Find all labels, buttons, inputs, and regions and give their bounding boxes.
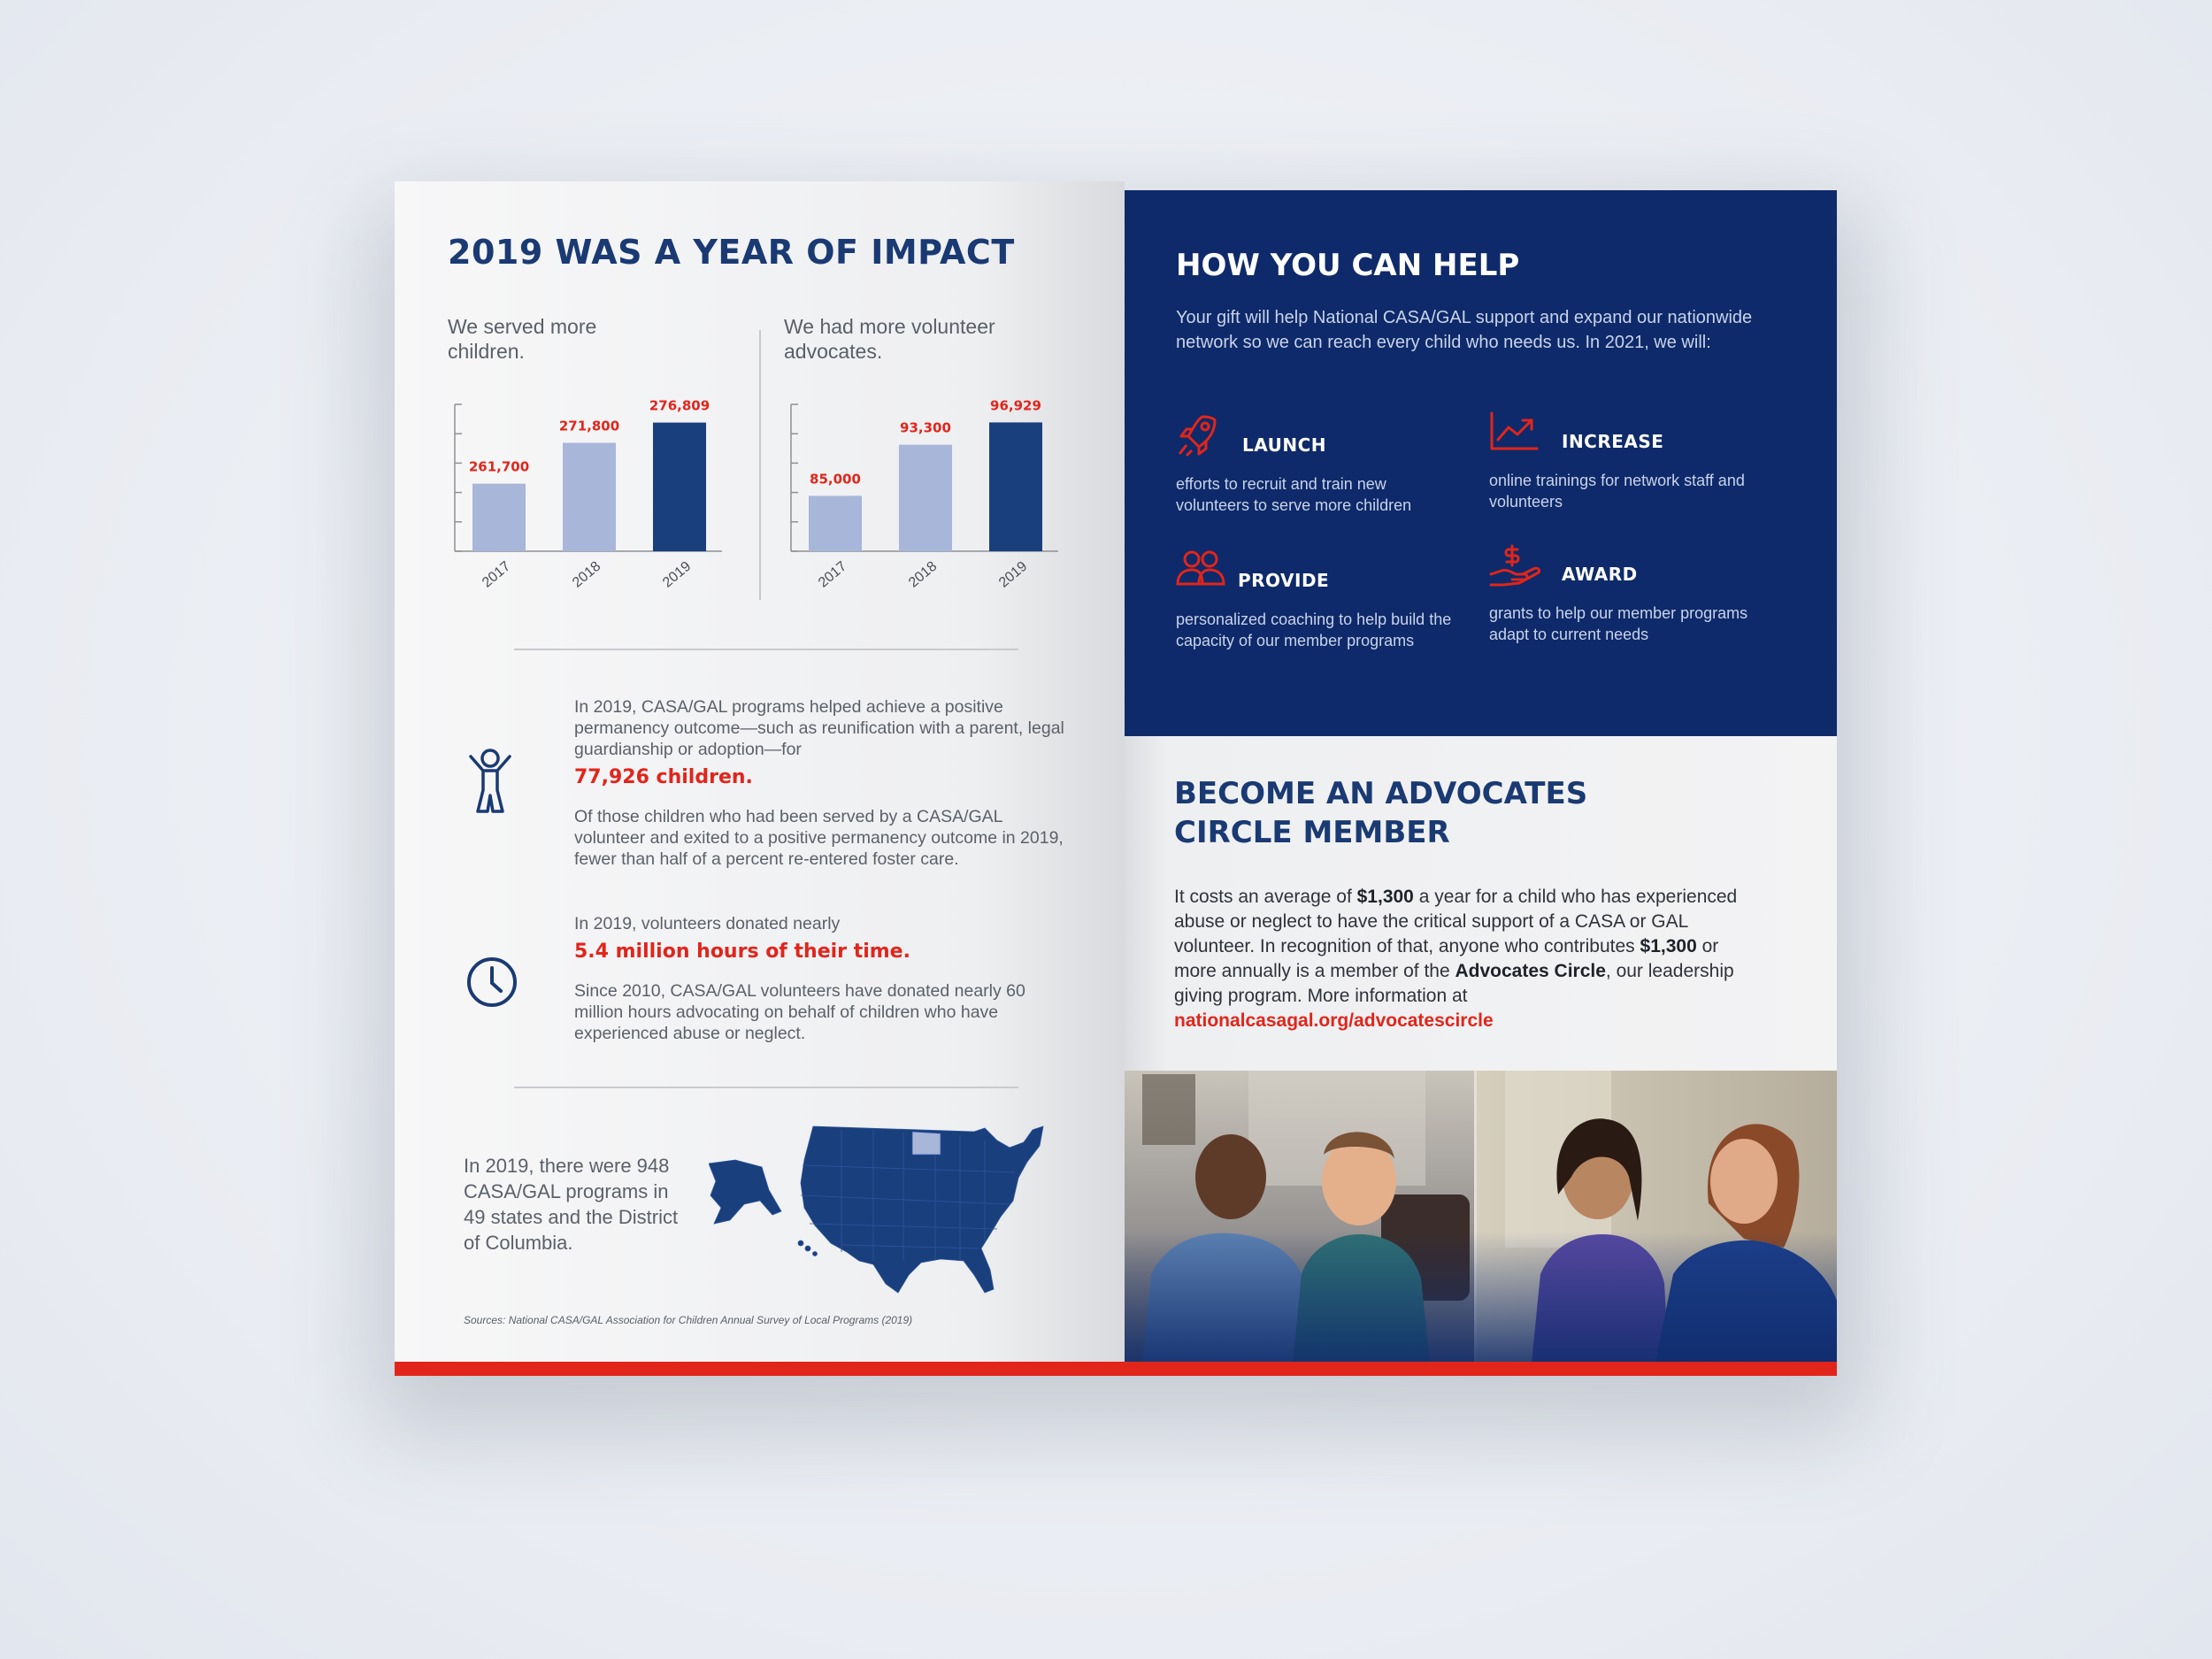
bar-2018 [899,445,952,551]
hand-dollar-icon [1489,542,1542,593]
help-item-label: INCREASE [1562,431,1664,452]
cost-amount: $1,300 [1356,887,1414,907]
child-icon [464,748,517,819]
x-tick-label: 2019 [660,558,695,591]
bar-2019 [653,423,706,551]
data-label: 93,300 [900,419,951,436]
x-tick-label: 2017 [816,558,850,591]
hours-intro: In 2019, volunteers donated nearly [574,914,841,933]
children-bar-chart [448,394,740,606]
member-amount: $1,300 [1640,936,1697,956]
program-name: Advocates Circle [1455,961,1606,981]
section-divider [514,1087,1018,1088]
left-red-edge [395,1362,1125,1376]
permanency-text [574,696,1070,870]
help-item-label: PROVIDE [1238,570,1330,591]
help-item-label: LAUNCH [1242,434,1327,456]
help-intro: Your gift will help National CASA/GAL support and expand our nationwide network so we can reach every child who needs us. In 2021, we will: [1176,308,1753,352]
x-tick-label: 2019 [996,558,1031,591]
people-icon [1176,549,1225,592]
data-label: 271,800 [558,418,620,434]
programs-map-text: In 2019, there were 948 CASA/GAL programs in 49 states and the District of Columbia. [464,1155,679,1254]
help-item-desc: personalized coaching to help build the capacity of our member programs [1176,611,1452,649]
help-title: HOW YOU CAN HELP [1176,248,1520,283]
advocates-circle-title [1174,774,1587,852]
x-tick-label: 2017 [480,558,514,591]
hours-text [574,913,1070,1044]
permanency-intro: In 2019, CASA/GAL programs helped achieve a positive permanency outcome—such as reunification with a parent, legal guardianship or adoption—for [574,697,1064,759]
bar-2019 [989,422,1042,551]
children-chart [448,314,784,633]
help-item-desc: efforts to recruit and train new volunteers to serve more children [1176,475,1412,514]
us-map [709,1119,1063,1310]
body-text: or more annually is a member of the [1174,936,1719,981]
volunteers-bar-chart [784,394,1076,606]
trend-up-icon [1489,410,1539,457]
body-text: a year for a child who has experienced abuse or neglect to have the critical support of a CASA or GAL volunteer. In recognition of that, anyone who contributes [1174,887,1738,956]
x-tick-label: 2018 [570,558,604,591]
impact-title: 2019 WAS A YEAR OF IMPACT [448,233,1015,272]
data-label: 276,809 [649,397,710,414]
x-tick-label: 2018 [906,558,941,591]
data-label: 261,700 [468,458,530,475]
volunteers-chart-caption: We had more volunteer advocates. [784,315,995,363]
bar-2018 [563,442,616,551]
hours-highlight: 5.4 million hours of their time. [574,941,910,963]
advocates-title-line1: BECOME AN ADVOCATES [1174,776,1588,811]
children-chart-caption: We served more children. [448,315,597,363]
data-label: 85,000 [810,471,861,488]
advocates-circle-body [1174,885,1740,1033]
chart-divider [759,330,761,600]
brochure-spread [395,181,1837,1376]
body-text: It costs an average of [1174,887,1357,907]
advocates-circle-link[interactable]: nationalcasagal.org/advocatescircle [1174,1010,1494,1031]
volunteers-photo [1125,1071,1837,1363]
clock-icon [465,956,518,1013]
right-page [1125,190,1837,1376]
permanency-highlight: 77,926 children. [574,766,753,788]
rocket-icon [1176,413,1218,464]
sources-note: Sources: National CASA/GAL Association for Children Annual Survey of Local Programs (2019) [464,1314,913,1326]
right-red-edge [1125,1362,1837,1376]
how-you-can-help-panel [1125,190,1837,736]
left-page [395,181,1125,1376]
volunteers-chart [784,314,1120,633]
hours-detail: Since 2010, CASA/GAL volunteers have donated nearly 60 million hours advocating on behalf of children who have experienced abuse or neglect. [574,981,1025,1043]
help-item-desc: online trainings for network staff and volunteers [1489,472,1745,511]
help-item-desc: grants to help our member programs adapt to current needs [1489,604,1748,643]
body-text: , our leadership giving program. More information at [1174,961,1734,1006]
bar-2017 [472,484,526,551]
bar-2017 [809,495,862,551]
section-divider [514,649,1018,650]
permanency-detail: Of those children who had been served by a CASA/GAL volunteer and exited to a positive permanency outcome in 2019, fewer than half of a percent re-entered foster care. [574,807,1064,869]
help-item-label: AWARD [1562,564,1638,585]
advocates-title-line2: CIRCLE MEMBER [1174,815,1450,850]
data-label: 96,929 [990,397,1041,414]
